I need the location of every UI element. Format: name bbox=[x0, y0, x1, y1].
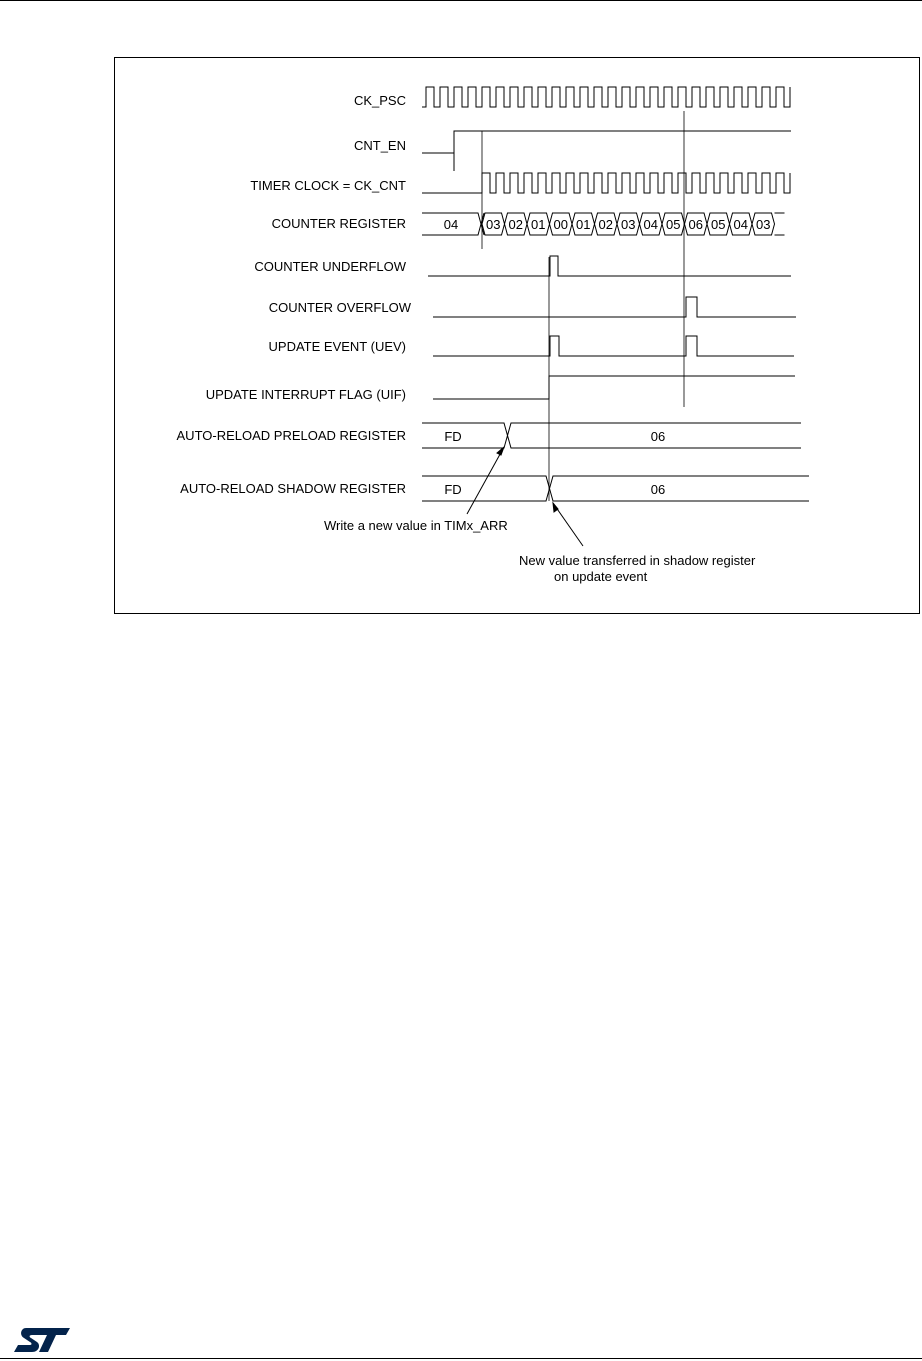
ck-psc-waveform bbox=[422, 87, 790, 107]
preload-new-value: 06 bbox=[650, 429, 666, 444]
label-counter-overflow: COUNTER OVERFLOW bbox=[268, 300, 411, 315]
counter-value: 02 bbox=[598, 217, 613, 232]
arrow-write-arr-line bbox=[467, 447, 504, 514]
label-ck-psc: CK_PSC bbox=[353, 93, 406, 108]
timing-diagram bbox=[115, 58, 921, 615]
annotation-transfer-line2: on update event bbox=[554, 569, 648, 584]
counter-underflow-waveform bbox=[428, 256, 791, 276]
counter-value: 02 bbox=[508, 217, 523, 232]
counter-value: 01 bbox=[576, 217, 591, 232]
uif-waveform bbox=[433, 376, 795, 399]
label-uif: UPDATE INTERRUPT FLAG (UIF) bbox=[205, 387, 406, 402]
arrow-transfer-head bbox=[553, 503, 558, 512]
counter-initial-value: 04 bbox=[443, 217, 459, 232]
label-arr-shadow: AUTO-RELOAD SHADOW REGISTER bbox=[180, 481, 406, 496]
footer-rule bbox=[0, 1358, 922, 1359]
counter-value: 04 bbox=[733, 217, 748, 232]
counter-overflow-waveform bbox=[433, 297, 796, 317]
counter-value: 00 bbox=[553, 217, 568, 232]
shadow-new-value: 06 bbox=[650, 482, 666, 497]
annotation-transfer-line1: New value transferred in shadow register bbox=[519, 553, 756, 568]
counter-value: 03 bbox=[756, 217, 771, 232]
counter-value: 04 bbox=[643, 217, 658, 232]
counter-value: 05 bbox=[666, 217, 681, 232]
shadow-old-value: FD bbox=[444, 482, 462, 497]
label-counter-underflow: COUNTER UNDERFLOW bbox=[254, 259, 406, 274]
label-arr-preload: AUTO-RELOAD PRELOAD REGISTER bbox=[176, 428, 406, 443]
header-rule bbox=[0, 0, 922, 1]
label-counter-register: COUNTER REGISTER bbox=[271, 216, 406, 231]
timing-diagram-figure bbox=[114, 57, 920, 614]
label-cnt-en: CNT_EN bbox=[353, 138, 406, 153]
counter-value: 05 bbox=[711, 217, 726, 232]
annotation-write-arr: Write a new value in TIMx_ARR bbox=[324, 518, 508, 533]
preload-old-value: FD bbox=[444, 429, 462, 444]
st-logo-icon bbox=[12, 1326, 72, 1354]
update-event-waveform bbox=[433, 336, 794, 356]
arr-shadow-bus-b bbox=[422, 476, 809, 501]
counter-value: 03 bbox=[486, 217, 501, 232]
counter-value: 03 bbox=[621, 217, 636, 232]
cnt-en-waveform bbox=[422, 131, 791, 153]
arr-preload-bus-a bbox=[422, 423, 801, 448]
counter-value: 06 bbox=[688, 217, 703, 232]
label-update-event: UPDATE EVENT (UEV) bbox=[268, 339, 406, 354]
arr-preload-bus-b bbox=[422, 423, 801, 448]
label-timer-clock: TIMER CLOCK = CK_CNT bbox=[250, 178, 406, 193]
timer-clock-waveform bbox=[422, 173, 790, 193]
counter-value: 01 bbox=[531, 217, 546, 232]
arr-shadow-bus-a bbox=[422, 476, 809, 501]
